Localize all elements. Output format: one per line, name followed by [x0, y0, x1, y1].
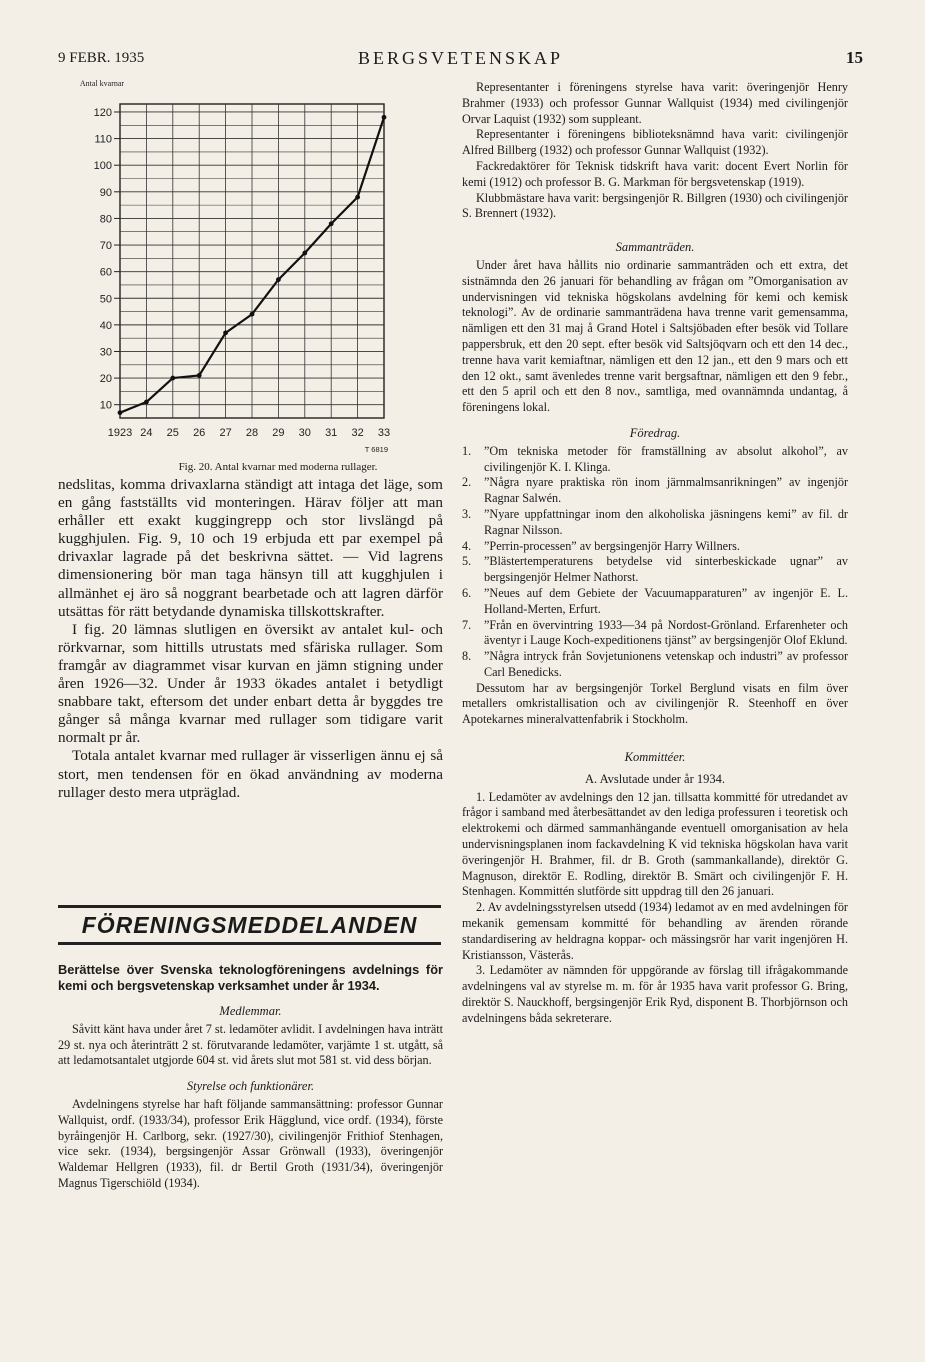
- clubmasters-text: Klubbmästare hava varit: bergsingenjör R. Billgren (1930) och civilingenjör S. Brennert (1932).: [462, 190, 848, 221]
- figure-caption: Fig. 20. Antal kvarnar med moderna rullager.: [178, 461, 378, 473]
- board-heading: Styrelse och funktionärer.: [186, 1079, 315, 1094]
- list-item: 2. ”Några nyare praktiska rön inom järnmalmsanrikningen” av ingenjör Ragnar Salwén.: [462, 475, 848, 506]
- figure-20: [58, 76, 443, 476]
- list-item: 7. ”Från en övervintring 1933—34 på Nordost-Grönland. Erfarenheter och äventyr i Lauge Koch-expeditionens tjänst” av bergsingenjör Olof Eklund.: [462, 617, 848, 648]
- y-tick-label: 50: [99, 293, 112, 306]
- data-point: [170, 376, 175, 381]
- x-tick-label: 29: [272, 427, 285, 439]
- lectures-heading: Föredrag.: [629, 425, 681, 440]
- y-tick-label: 100: [93, 160, 112, 173]
- members-text: Såvitt känt hava under året 7 st. ledamöter avlidit. I avdelningen hava inträtt 29 st. nya och återinträtt 2 st. förutvarande ledamöter, varjämte 1 st. utgått, så att ledamotsantalet utgjorde 604 st. vid årets slut mot 581 st. vid dess början.: [58, 1021, 443, 1068]
- data-point: [302, 251, 307, 256]
- x-tick-label: 1923: [107, 427, 133, 439]
- article-paragraph: Totala antalet kvarnar med rullager är visserligen ännu ej så stort, men tendensen för en ökad användning av moderna rullager desto mera utpräglad.: [58, 747, 443, 801]
- representatives-text: Representanter i föreningens styrelse hava varit: överingenjör Henry Brahmer (1933) och professor Gunnar Wallquist (1934) med civilingenjör Orvar Laquist (1932) som suppleant.: [462, 80, 848, 126]
- y-tick-label: 20: [99, 373, 112, 386]
- board-text: Avdelningens styrelse har haft följande sammansättning: professor Gunnar Wallquist, ordf. (1933/34), professor Erik Hägglund, vice ordf. (1934), förste byråingenjör H. Carlborg, sekr. (1927/30), civilingenjör Frithiof Stenhagen, vice sekr. (1934), bergsingenjör Assar Grönwall (1933), överingenjör Waldemar Hellgren (1933), fil. dr Bertil Groth (1931/34), överingenjör Magnus Tigerschiöld (1934).: [58, 1096, 443, 1190]
- data-point: [250, 312, 255, 317]
- article-body: [58, 476, 443, 802]
- data-point: [118, 410, 123, 415]
- list-item: 1. ”Om tekniska metoder för framställning av absolut alkohol”, av civilingenjör K. I. Klinga.: [462, 443, 848, 474]
- data-point: [355, 195, 360, 200]
- library-text: Representanter i föreningens biblioteksnämnd hava varit: civilingenjör Alfred Billberg (1932) och professor Gunnar Wallquist (1932).: [462, 127, 848, 158]
- figure-code: T 6819: [364, 445, 388, 454]
- x-tick-label: 25: [166, 427, 179, 439]
- x-tick-label: 33: [377, 427, 391, 439]
- committee-item: 3. Ledamöter av nämnden för uppgörande av förslag till ifrågakommande avdelningens val av styrelse m. m. för år 1935 hava varit professor G. Bring, direktör S. Nauckhoff, bergsingenjör Erik Ryd, disponent B. Thorbjörnson och avdelningens båda sekreterare.: [462, 963, 848, 1025]
- data-point: [382, 115, 387, 120]
- committee-item: 2. Av avdelningsstyrelsen utsedd (1934) ledamot av en med avdelningen för mekanik gemensam kommitté för behandling av ärenden rörande standardisering av heldragna koppar- och mässingsrör har varit ingenjören H. Kristiansson, Västerås.: [462, 900, 848, 962]
- x-tick-label: 32: [351, 427, 364, 439]
- section-banner: FÖRENINGSMEDDELANDEN: [58, 905, 441, 945]
- meetings-text: Under året hava hållits nio ordinarie sammanträden och ett extra, det sistnämnda den 26 januari för behandling av frågan om ”Omorganisation av undervisningen vid tekniska högskolans avdelning för kemi och kemisk teknologi”. Av de ordinarie sammanträdena hava trenne varit gemensamma, nämligen ett den 31 maj å Grand Hotel i Saltsjöbaden efter besök vid Tollare pappersbruk, ett den 20 sept. efter besök vid Saltsjöqvarn och ett den 14 dec., trenne hava varit kemiaftnar, nämligen ett den 12 jan., ett den 9 mars och ett den 12 okt., samt ävenledes trenne varit bergsaftnar, nämligen ett den 9 febr., ett den 5 april och ett den 8 nov., samtliga, med ovannämnda undantag, å föreningens lokal.: [462, 257, 848, 415]
- data-point: [276, 277, 281, 282]
- y-axis-label: Antal kvarnar: [79, 79, 125, 88]
- x-tick-label: 31: [325, 427, 338, 439]
- y-tick-label: 80: [99, 213, 112, 226]
- article-paragraph: nedslitas, komma drivaxlarna ständigt att intaga det läge, som en gång fastställts vid monteringen. Härav följer att man erhåller ett exakt kuggingrepp och stor livslängd på kugghjulen. Fig. 9, 10 och 19 erbjuda ett par exempel på drivaxlar lagrade på det beskrivna sättet. — Vid lagrens dimensionering bör man taga hänsyn till att kugghjulen i allmänhet ej äro så noggrant bearbetade och att lagren därför utsättas för rätt betydande dynamiska tillskottskrafter.: [58, 476, 443, 620]
- journal-title: BERGSVETENSKAP: [357, 48, 564, 68]
- committees-heading: Kommittéer.: [624, 750, 686, 765]
- data-point: [197, 373, 202, 378]
- page-number: 15: [846, 48, 863, 67]
- meetings-heading: Sammanträden.: [615, 240, 695, 255]
- list-item: 4. ”Perrin-processen” av bergsingenjör Harry Willners.: [462, 538, 740, 553]
- page-header: [58, 48, 863, 72]
- x-tick-label: 26: [193, 427, 206, 439]
- right-column: [462, 80, 848, 1027]
- x-tick-label: 24: [140, 427, 153, 439]
- y-tick-label: 30: [99, 346, 112, 359]
- y-tick-label: 60: [99, 266, 112, 279]
- x-tick-label: 30: [298, 427, 311, 439]
- members-heading: Medlemmar.: [219, 1004, 282, 1018]
- x-tick-label: 27: [219, 427, 232, 439]
- list-item: 3. ”Nyare uppfattningar inom den alkoholiska jäsningens kemi” av fil. dr Ragnar Nilsson.: [462, 506, 848, 537]
- left-column: [58, 76, 443, 802]
- data-point: [329, 221, 334, 226]
- list-item: 5. ”Blästertemperaturens betydelse vid sinterbeskickade ugnar” av bergsingenjör Helmer Nathorst.: [462, 554, 848, 585]
- lectures-extra: Dessutom har av bergsingenjör Torkel Berglund visats en film över metallers omkristallisation och av civilingenjör R. Steenhoff en över Apotekarnes mineralvattenfabrik i Stockholm.: [462, 680, 848, 727]
- list-item: 8. ”Några intryck från Sovjetunionens vetenskap och industri” av professor Carl Benedicks.: [462, 649, 848, 679]
- data-point: [223, 330, 228, 335]
- y-tick-label: 120: [93, 106, 112, 119]
- committees-subheading: A. Avslutade under år 1934.: [584, 771, 725, 786]
- y-tick-label: 10: [99, 399, 112, 412]
- report-title: Berättelse över Svenska teknologföreningens avdelnings för kemi och bergsvetenskap verksamhet under år 1934.: [58, 962, 443, 993]
- article-paragraph: I fig. 20 lämnas slutligen en översikt av antalet kul- och rörkvarnar, som hittills utrustats med sfäriska rullager. Som framgår av diagrammet visar kurvan en jämn stigning under åren 1926—32. Under år 1933 ökades antalet i betydligt snabbare takt, eftersom det under enbart detta år byggdes tre gånger så många kvarnar med rullager som tidigare varit normalt pr år.: [58, 620, 443, 747]
- committee-item: 1. Ledamöter av avdelnings den 12 jan. tillsatta kommitté för utredandet av frågor i samband med återbesättandet av den lediga professuren i teoretisk och elektrokemi och därmed sammanhängande eventuell omorganisation av hela undervisningsplanen inom fackavdelning K vid tekniska högskolan hava varit överingenjör H. Brahmer, fil. dr B. Groth (sammankallande), direktör G. Magnuson, direktör E. Rodling, direktör B. Smärt och civilingenjör F. H. Stenhagen. Kommittén slutförde sitt uppdrag till den 26 januari.: [462, 789, 848, 899]
- y-tick-label: 90: [99, 186, 112, 199]
- y-tick-label: 70: [99, 240, 112, 253]
- y-tick-label: 40: [99, 319, 112, 332]
- y-tick-label: 110: [94, 133, 112, 146]
- data-point: [144, 400, 149, 405]
- list-item: 6. ”Neues auf dem Gebiete der Vacuumapparaturen” av ingenjör E. L. Holland-Merten, Erfurt.: [462, 585, 848, 616]
- issue-date: 9 FEBR. 1935: [58, 50, 145, 66]
- x-tick-label: 28: [245, 427, 259, 439]
- lectures-list: [462, 444, 848, 681]
- mills-line-chart: [58, 76, 443, 461]
- report-section: [58, 962, 443, 1192]
- editors-text: Fackredaktörer för Teknisk tidskrift hava varit: docent Evert Norlin för kemi (1912) och professor B. G. Markman för bergsvetenskap (1919).: [462, 158, 848, 189]
